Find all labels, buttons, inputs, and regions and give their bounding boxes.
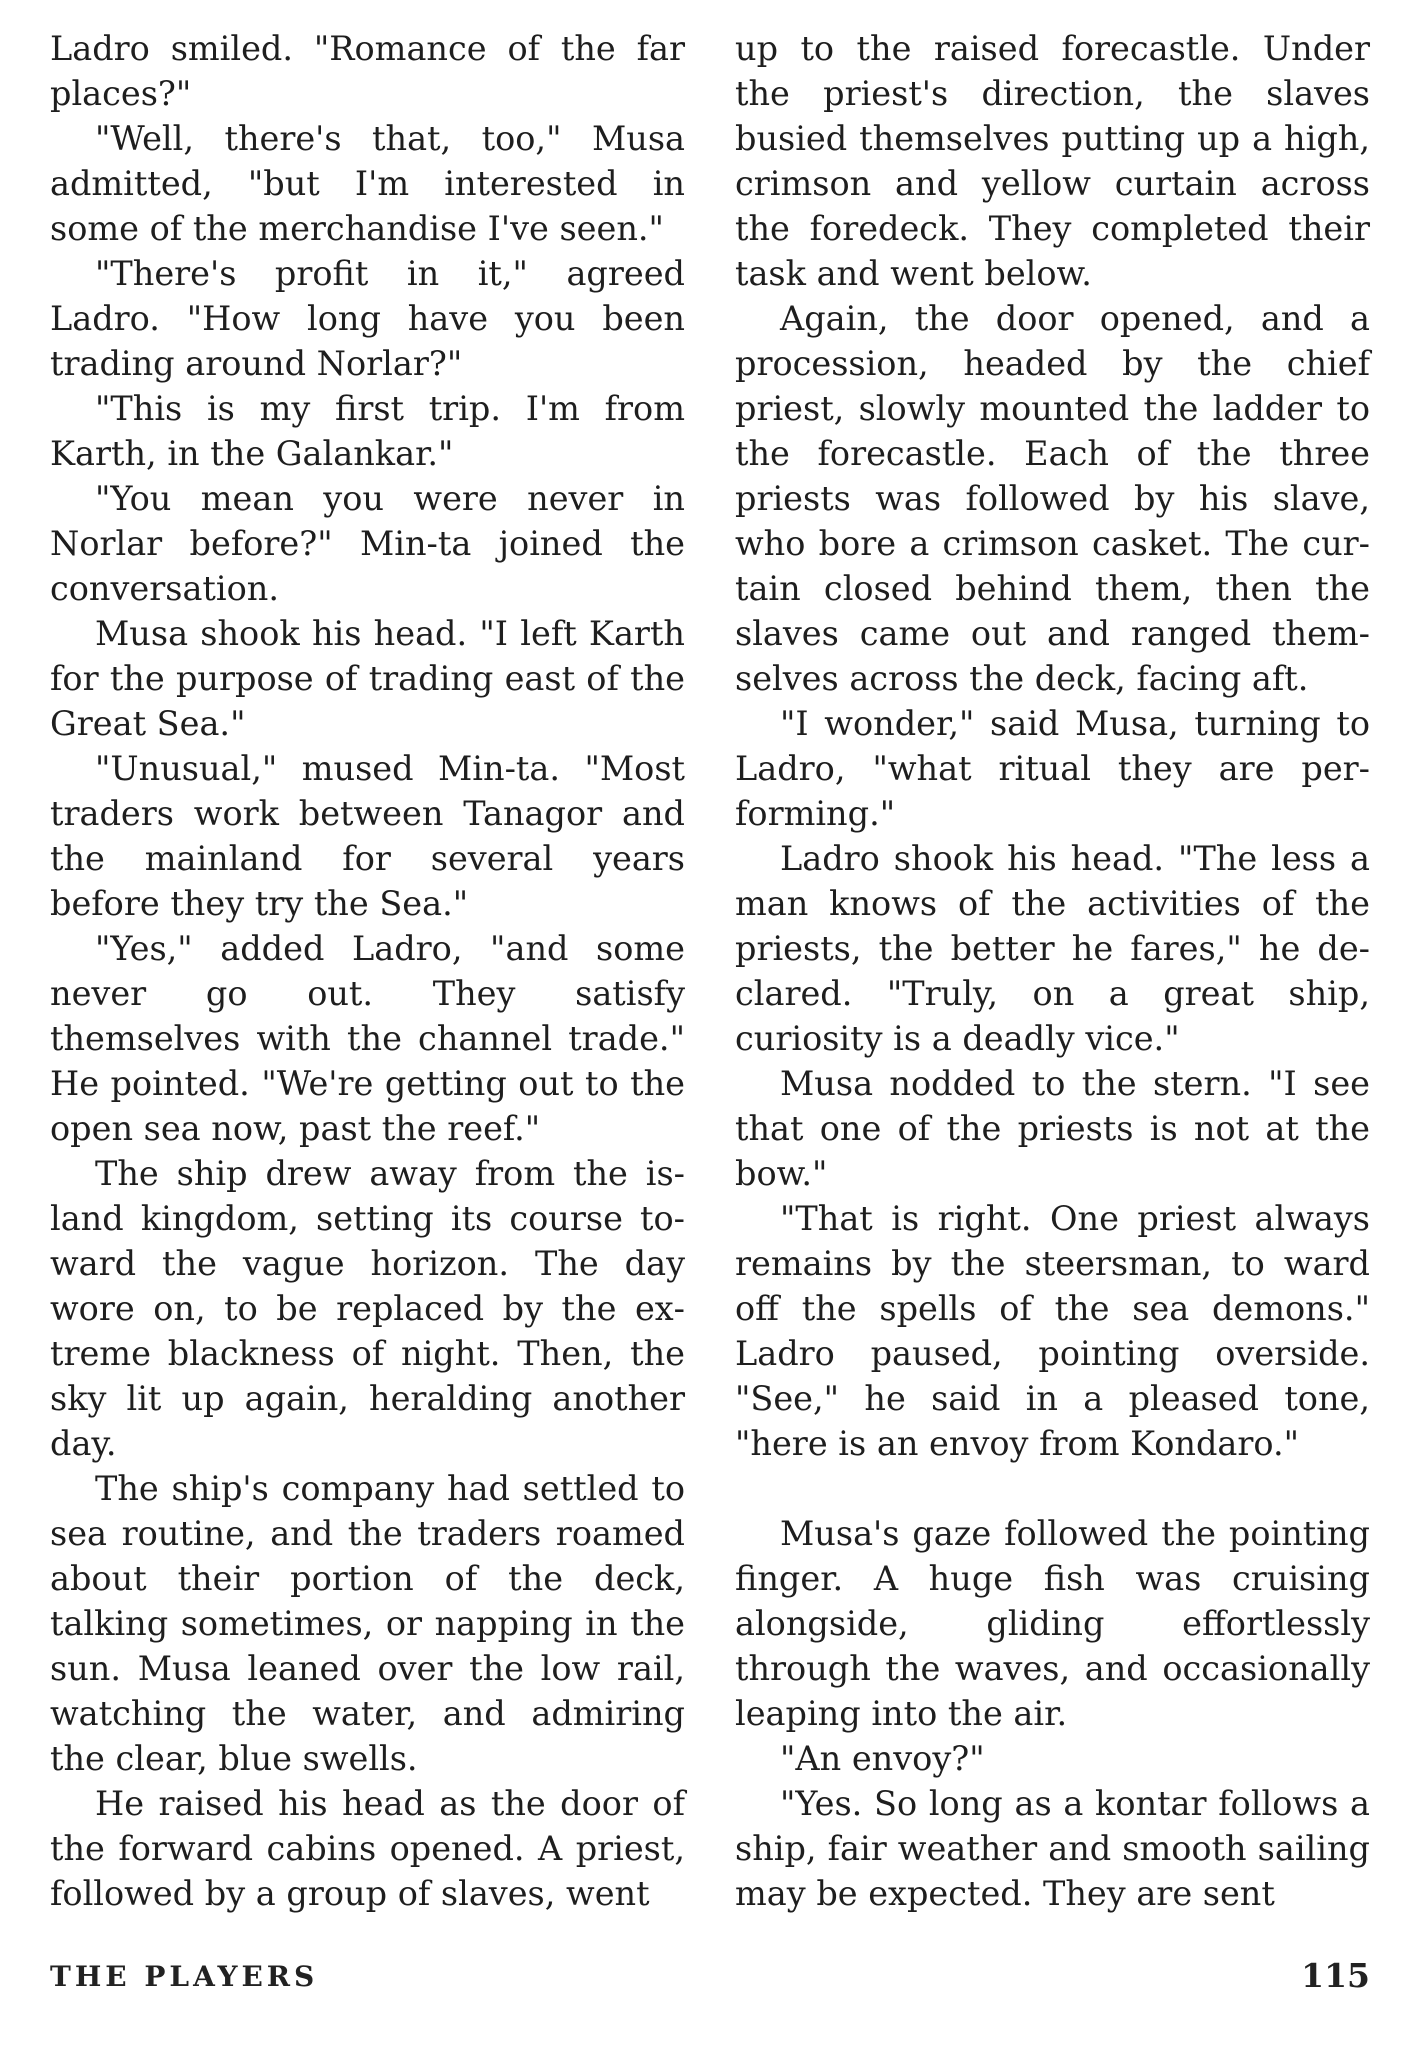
paragraph: Ladro smiled. "Romance of the far places?" [50,29,685,113]
section-break [735,1466,1370,1511]
paragraph: Again, the door opened, and a procession, headed by the chief priest, slowly mounted the ladder to the forecastle. Each of the three priests was followed by his slave, who bore a crimson casket. The curtain closed behind them, then the slaves came out and ranged themselves across the deck, facing aft. [735,299,1370,698]
paragraph: "Unusual," mused Min-ta. "Most traders work between Tanagor and the mainland for several years before they try the Sea." [50,749,685,923]
paragraph: "Well, there's that, too," Musa admitted, "but I'm interested in some of the merchandise I've seen." [50,119,685,248]
page-number: 115 [1301,1956,1370,1995]
page-footer [50,1956,1370,2000]
right-column [735,26,1370,1916]
paragraph: "An envoy?" [780,1739,985,1778]
paragraph: He raised his head as the door of the forward cabins opened. A priest, followed by a group of slaves, went [50,1784,685,1913]
paragraph: The ship's company had settled to sea routine, and the traders roamed about their portion of the deck, talking sometimes, or napping in the sun. Musa leaned over the low rail, watching the water, and admiring the clear, blue swells. [50,1469,685,1778]
paragraph: "You mean you were never in Norlar before?" Min-ta joined the conversation. [50,479,685,608]
paragraph: Ladro shook his head. "The less a man knows of the activities of the priests, the better he fares," he declared. "Truly, on a great ship, curiosity is a deadly vice." [735,839,1370,1058]
paragraph: "Yes," added Ladro, "and some never go out. They satisfy themselves with the channel trade." He pointed. "We're getting out to the open sea now, past the reef." [50,929,685,1148]
paragraph: Musa's gaze followed the pointing finger. A huge fish was cruising alongside, gliding effortlessly through the waves, and occasionally leaping into the air. [735,1514,1370,1733]
paragraph: "I wonder," said Musa, turning to Ladro, "what ritual they are performing." [735,704,1370,833]
paragraph: The ship drew away from the island kingdom, setting its course toward the vague horizon. The day wore on, to be replaced by the extreme blackness of night. Then, the sky lit up again, heralding another day. [50,1154,685,1463]
paragraph: up to the raised forecastle. Under the priest's direction, the slaves busied themselves putting up a high, crimson and yellow curtain across the foredeck. They completed their task and went below. [735,29,1370,293]
running-footer-title: THE PLAYERS [50,1960,319,1993]
paragraph: "There's profit in it," agreed Ladro. "How long have you been trading around Norlar?" [50,254,685,383]
paragraph: "This is my first trip. I'm from Karth, in the Galankar." [50,389,685,473]
paragraph: Musa nodded to the stern. "I see that one of the priests is not at the bow." [735,1064,1370,1193]
paragraph: "Yes. So long as a kontar follows a ship, fair weather and smooth sailing may be expected. They are sent [735,1784,1370,1913]
paragraph: "That is right. One priest always remains by the steersman, to ward off the spells of the sea demons." Ladro paused, pointing overside. "See," he said in a pleased tone, "here is an envoy from Kondaro." [735,1199,1370,1463]
paragraph: Musa shook his head. "I left Karth for the purpose of trading east of the Great Sea." [50,614,685,743]
left-column [50,26,685,1916]
